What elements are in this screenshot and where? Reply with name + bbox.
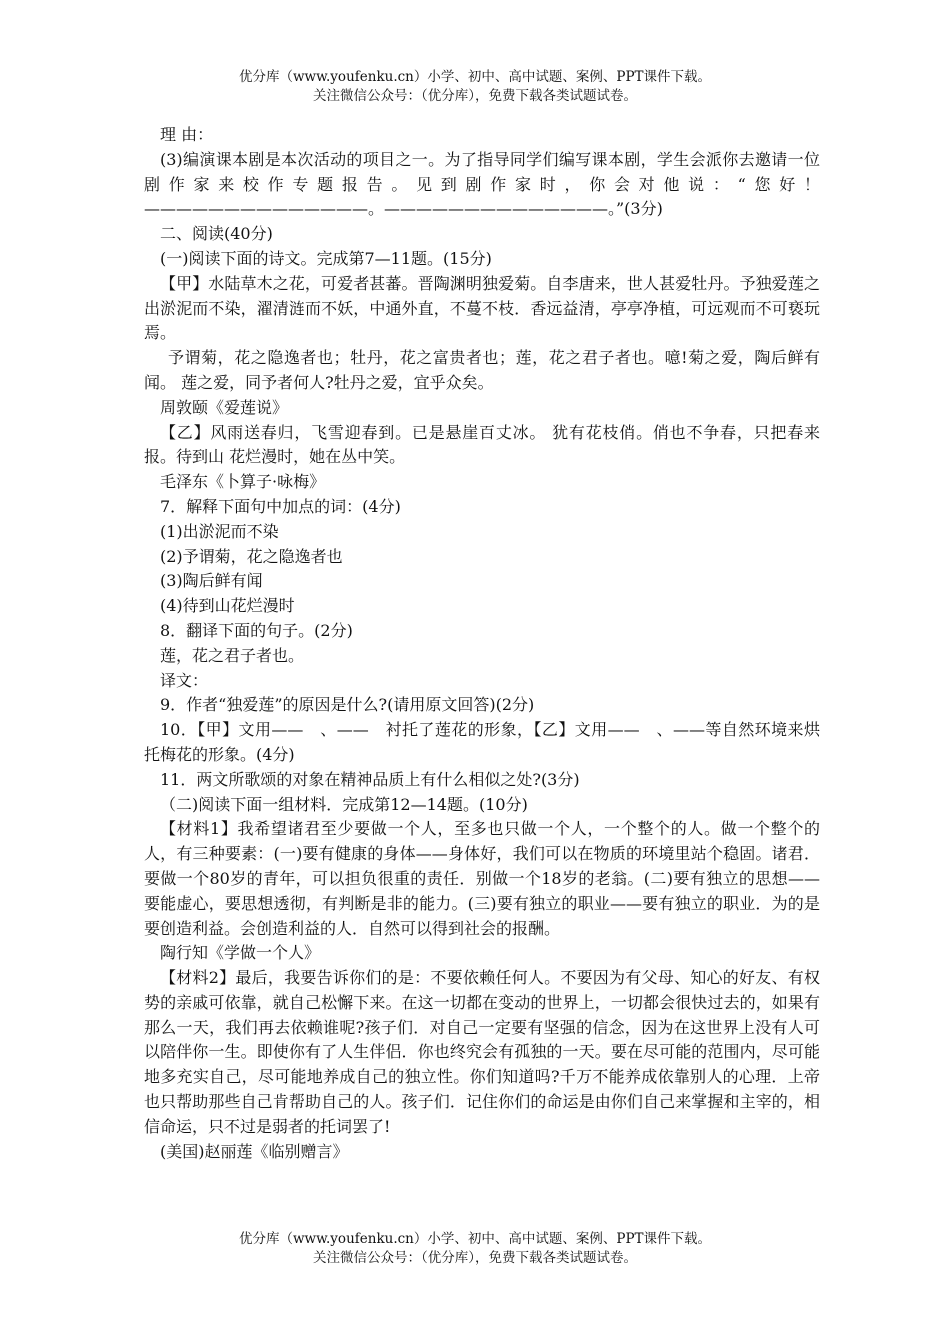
page-header [0, 68, 950, 106]
text-jia-paragraph-2: 予谓菊，花之隐逸者也；牡丹，花之富贵者也；莲，花之君子者也。噫!菊之爱，陶后鲜有闻。 莲之爱，同予者何人?牡丹之爱，宜乎众矣。 [144, 348, 820, 392]
part-1-title: (一)阅读下面的诗文。完成第7—11题。(15分) [160, 248, 492, 268]
question-11: 11．两文所歌颂的对象在精神品质上有什么相似之处?(3分) [160, 769, 580, 789]
question-7-item-4: (4)待到山花烂漫时 [160, 596, 295, 616]
question-9: 9．作者“独爱莲”的原因是什么?(请用原文回答)(2分) [160, 695, 535, 715]
question-8-sentence: 莲，花之君子者也。 [160, 645, 305, 665]
material-2-author: (美国)赵丽莲《临别赠言》 [160, 1141, 349, 1161]
text-yi-author: 毛泽东《卜算子·咏梅》 [160, 472, 326, 492]
question-8: 8．翻译下面的句子。(2分) [160, 620, 353, 640]
text-jia-paragraph-1: 【甲】水陆草木之花，可爱者甚蕃。晋陶渊明独爱菊。自李唐来，世人甚爱牡丹。予独爱莲之出淤泥而不染，濯清涟而不妖，中通外直，不蔓不枝．香远益清，亭亭净植，可远观而不可亵玩焉。 [144, 273, 820, 343]
question-8-answer-label: 译文： [160, 670, 209, 690]
section-2-title: 二、阅读(40分) [160, 224, 273, 244]
footer-line-1: 优分库（www.youfenku.cn）小学、初中、高中试题、案例、PPT课件下载。 [238, 1231, 712, 1247]
material-1-author: 陶行知《学做一个人》 [160, 943, 321, 963]
question-3: (3)编演课本剧是本次活动的项目之一。为了指导同学们编写课本剧，学生会派你去邀请一位剧作家来校作专题报告。见到剧作家时，你会对他说：“您好！——————————————。——————————————。”(3分) [144, 149, 820, 219]
material-1: 【材料1】我希望诸君至少要做一个人，至多也只做一个人，一个整个的人。做一个整个的人，有三种要素：(一)要有健康的身体——身体好，我们可以在物质的环境里站个稳固。诸君．要做一个80岁的青年，可以担负很重的责任．别做一个18岁的老翁。(二)要有独立的思想——要能虚心，要思想透彻，有判断是非的能力。(三)要有独立的职业——要有独立的职业．为的是要创造利益。会创造利益的人．自然可以得到社会的报酬。 [144, 819, 820, 938]
page-footer [0, 1230, 950, 1268]
header-line-1: 优分库（www.youfenku.cn）小学、初中、高中试题、案例、PPT课件下载。 [238, 69, 712, 85]
header-line-2: 关注微信公众号：（优分库），免费下载各类试题试卷。 [313, 88, 637, 104]
text-jia-author: 周敦颐《爱莲说》 [160, 397, 289, 417]
question-7: 7．解释下面句中加点的词：(4分) [160, 496, 401, 516]
material-2: 【材料2】最后，我要告诉你们的是：不要依赖任何人。不要因为有父母、知心的好友、有权势的亲戚可依靠，就自己松懈下来。在这一切都在变动的世界上，一切都会很快过去的，如果有那么一天，我们再去依赖谁呢?孩子们．对自己一定要有坚强的信念，因为在这世界上没有人可以陪伴你一生。即使你有了人生伴侣．你也终究会有孤独的一天。要在尽可能的范围内，尽可能地多充实自己，尽可能地养成自己的独立性。你们知道吗?千万不能养成依靠别人的心理．上帝也只帮助那些自己肯帮助自己的人。孩子们．记住你们的命运是由你们自己来掌握和主宰的，相信命运，只不过是弱者的托词罢了! [144, 968, 820, 1136]
question-7-item-1: (1)出淤泥而不染 [160, 521, 279, 541]
question-10: 10．【甲】文用—— 、—— 衬托了莲花的形象，【乙】文用—— 、——等自然环境来烘托梅花的形象。(4分) [144, 720, 820, 764]
footer-line-2: 关注微信公众号：（优分库），免费下载各类试题试卷。 [313, 1250, 637, 1266]
text-yi-paragraph: 【乙】风雨送春归，飞雪迎春到。已是悬崖百丈冰。 犹有花枝俏。俏也不争春，只把春来报。待到山 花烂漫时，她在丛中笑。 [144, 422, 820, 467]
part-2-title: （二)阅读下面一组材料．完成第12—14题。(10分) [160, 794, 528, 814]
question-7-item-3: (3)陶后鲜有闻 [160, 571, 263, 591]
document-body [144, 123, 820, 1164]
question-7-item-2: (2)予谓菊，花之隐逸者也 [160, 546, 343, 566]
reason-label: 理 由： [160, 125, 214, 144]
